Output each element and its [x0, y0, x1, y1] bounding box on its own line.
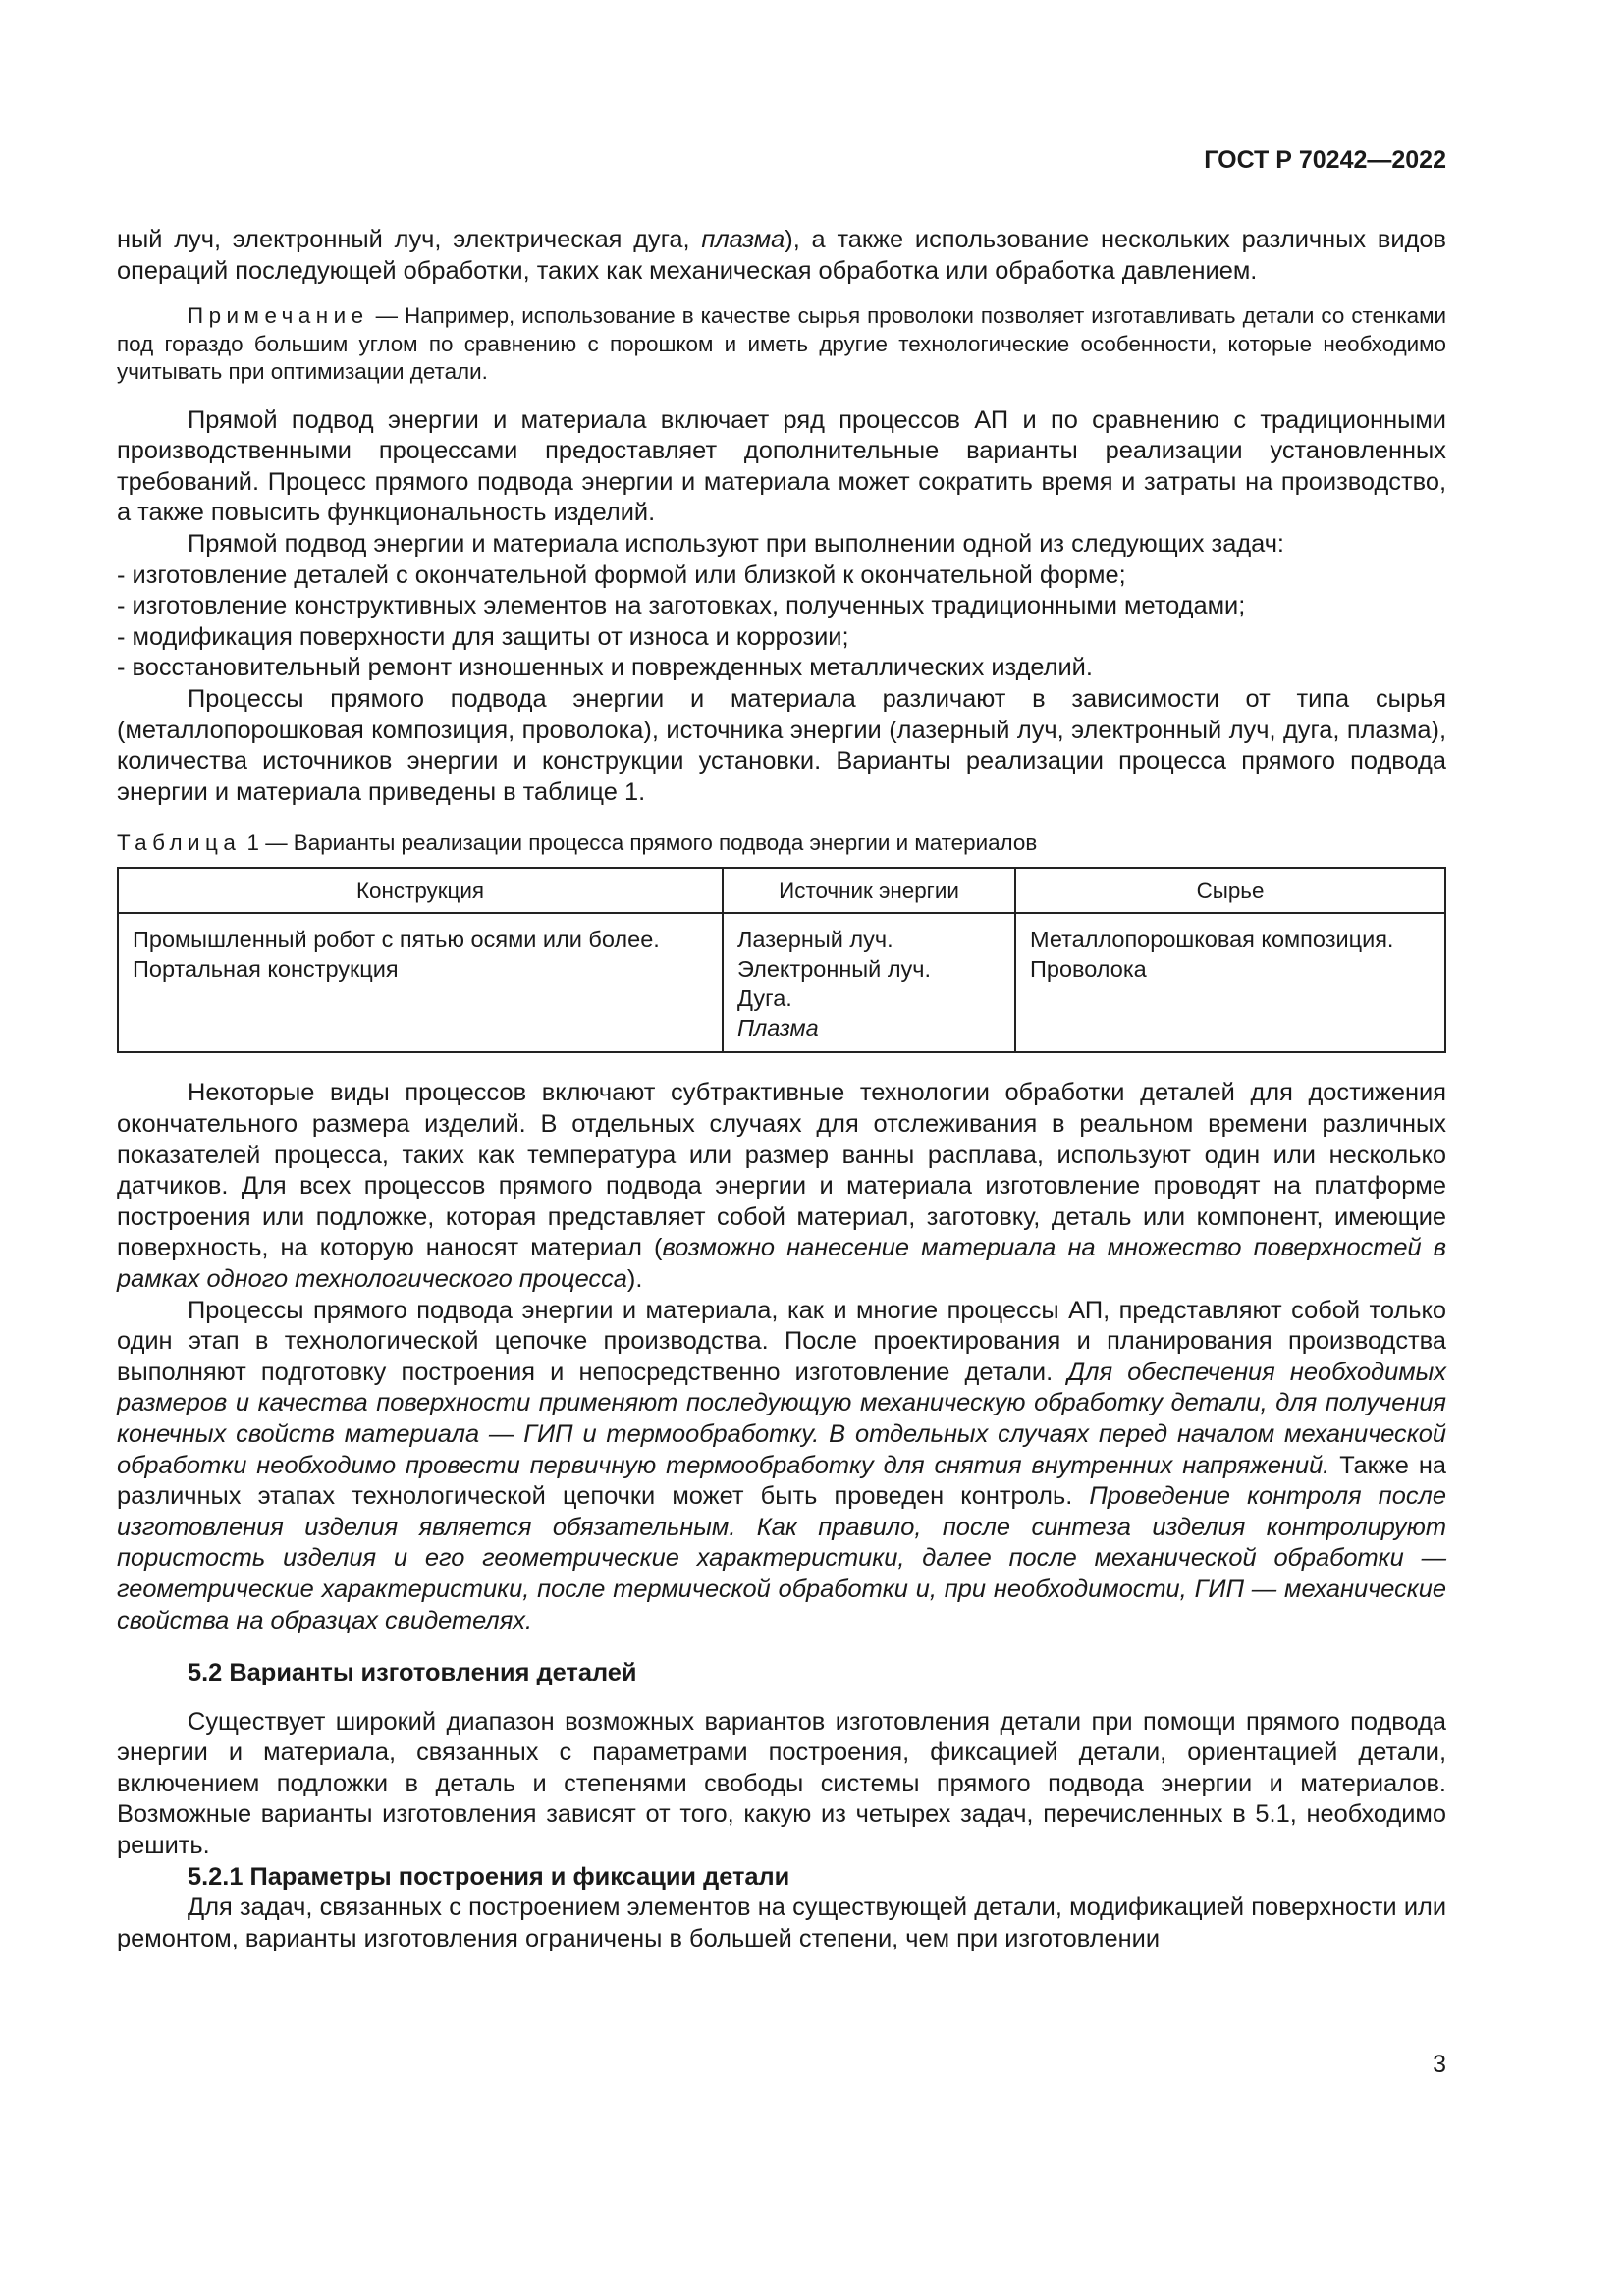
cell-line: Проволока — [1030, 956, 1147, 983]
cell-line — [737, 1013, 1001, 1042]
table-caption-text: 1 — Варианты реализации процесса прямого подвода энергии и материалов — [241, 830, 1038, 856]
table-header-row — [118, 868, 1445, 913]
note — [117, 302, 1446, 387]
paragraph-subtractive — [117, 1078, 1446, 1295]
note-label: Примечание — [188, 303, 369, 329]
cell-line: Дуга. — [737, 986, 792, 1012]
table-cell-feedstock — [1015, 913, 1445, 1052]
italic-run: возможно нанесение материала на множество поверхностей в рамках одного технологического процесса — [117, 1234, 1446, 1293]
section-heading-5-2: 5.2 Варианты изготовления деталей — [188, 1659, 637, 1687]
list-item: - изготовление конструктивных элементов на заготовках, полученных традиционными методами; — [117, 592, 1246, 620]
section-heading-5-2-1: 5.2.1 Параметры построения и фиксации детали — [188, 1862, 790, 1891]
text-run: Некоторые виды процессов включают субтрактивные технологии обработки деталей для достижения окончательного размера изделий. В отдельных случаях для отслеживания в реальном времени различных показателей процесса, таких как температура или размер ванны расплава, используют один или несколько датчиков. Для всех процессов прямого подвода энергии и материала изготовление проводят на платформе построения или подложке, которая представляет собой материал, заготовку, деталь или компонент, имеющие поверхность, на которую наносят материал ( — [117, 1079, 1446, 1262]
italic-run: плазма — [701, 226, 785, 253]
note-text: — Например, использование в качестве сырья проволоки позволяет изготавливать детали со стенками под гораздо большим углом по сравнению с порошком и иметь другие технологические особенности, которые необходимо учитывать при оптимизации детали. — [117, 303, 1446, 385]
table-row — [118, 913, 1445, 1052]
page-number: 3 — [1433, 2051, 1446, 2078]
table-header-cell: Конструкция — [118, 868, 723, 913]
list-item: - модификация поверхности для защиты от износа и коррозии; — [117, 622, 849, 651]
cell-line: Электронный луч. — [737, 956, 932, 983]
table-cell-energy-source — [723, 913, 1015, 1052]
paragraph-section-5-2-1: Для задач, связанных с построением элементов на существующей детали, модификацией поверхности или ремонтом, варианты изготовления ограничены в большей степени, чем при изготовлении — [117, 1894, 1446, 1952]
paragraph-ddm-overview: Прямой подвод энергии и материала включает ряд процессов АП и по сравнению с традиционными производственными процессами предоставляет дополнительные варианты реализации установленных требований. Процесс прямого подвода энергии и материала может сократить время и затраты на производство, а также повысить функциональность изделий. — [117, 405, 1446, 527]
paragraph-section-5-2: Существует широкий диапазон возможных вариантов изготовления детали при помощи прямого подвода энергии и материала, связанных с параметрами построения, фиксацией детали, ориентацией детали, включением подложки в деталь и степенями свободы системы прямого подвода энергии и материалов. Возможные варианты изготовления зависят от того, какую из четырех задач, перечисленных в 5.1, необходимо решить. — [117, 1707, 1446, 1860]
italic-run: Плазма — [737, 1015, 819, 1041]
paragraph-continuation — [117, 225, 1446, 287]
paragraph-tasks-intro: Прямой подвод энергии и материала используют при выполнении одной из следующих задач: — [188, 530, 1284, 559]
table-cell-construction — [118, 913, 723, 1052]
table-header-cell: Источник энергии — [723, 868, 1015, 913]
paragraph-process-variants: Процессы прямого подвода энергии и материала различают в зависимости от типа сырья (металлопорошковая композиция, проволока), источника энергии (лазерный луч, электронный луч, дуга, плазма), количества источников энергии и конструкции установки. Варианты реализации процесса прямого подвода энергии и материала приведены в таблице 1. — [117, 685, 1446, 806]
text-run: Процессы прямого подвода энергии и материала, как и многие процессы АП, представляют собой только один этап в технологической цепочке производства. После проектирования и планирования производства выполняют подготовку построения и непосредственно изготовление детали. — [117, 1296, 1446, 1386]
cell-line: Промышленный робот с пятью осями или более. — [133, 927, 660, 953]
cell-line: Лазерный луч. — [737, 927, 893, 953]
document-body — [117, 225, 1446, 1954]
text-run: ). — [626, 1264, 643, 1293]
list-item: - изготовление деталей с окончательной формой или близкой к окончательной форме; — [117, 561, 1126, 589]
variants-table — [117, 867, 1446, 1053]
list-item: - восстановительный ремонт изношенных и поврежденных металлических изделий. — [117, 654, 1093, 682]
table-caption-label: Таблица — [117, 830, 242, 856]
text-run: ), а также использование нескольких различных видов операций последующей обработки, таких как механическая обработка или обработка давлением. — [117, 226, 1446, 285]
italic-run: Проведение контроля после изготовления изделия является обязательным. Как правило, после синтеза изделия контролируют пористость изделия и его геометрические характеристики, далее после механической обработки — геометрические характеристики, после термической обработки и, при необходимости, ГИП — механические свойства на образцах свидетелях. — [117, 1482, 1446, 1634]
cell-line: Портальная конструкция — [133, 956, 399, 983]
paragraph-process-chain — [117, 1296, 1446, 1637]
cell-line: Металлопорошковая композиция. — [1030, 927, 1394, 953]
text-run: ный луч, электронный луч, электрическая дуга, — [117, 226, 702, 253]
document-id-header: ГОСТ Р 70242—2022 — [1204, 146, 1446, 174]
text-run: Также на различных этапах технологической цепочки может быть проведен контроль. — [117, 1451, 1446, 1511]
table-caption — [117, 829, 1446, 857]
table-header-cell: Сырье — [1015, 868, 1445, 913]
italic-run: Для обеспечения необходимых размеров и качества поверхности применяют последующую механическую обработку детали, для получения конечных свойств материала — ГИП и термообработку. В отдельных случаях перед началом механической обработки необходимо провести первичную термообработку для снятия внутренних напряжений. — [117, 1358, 1447, 1479]
